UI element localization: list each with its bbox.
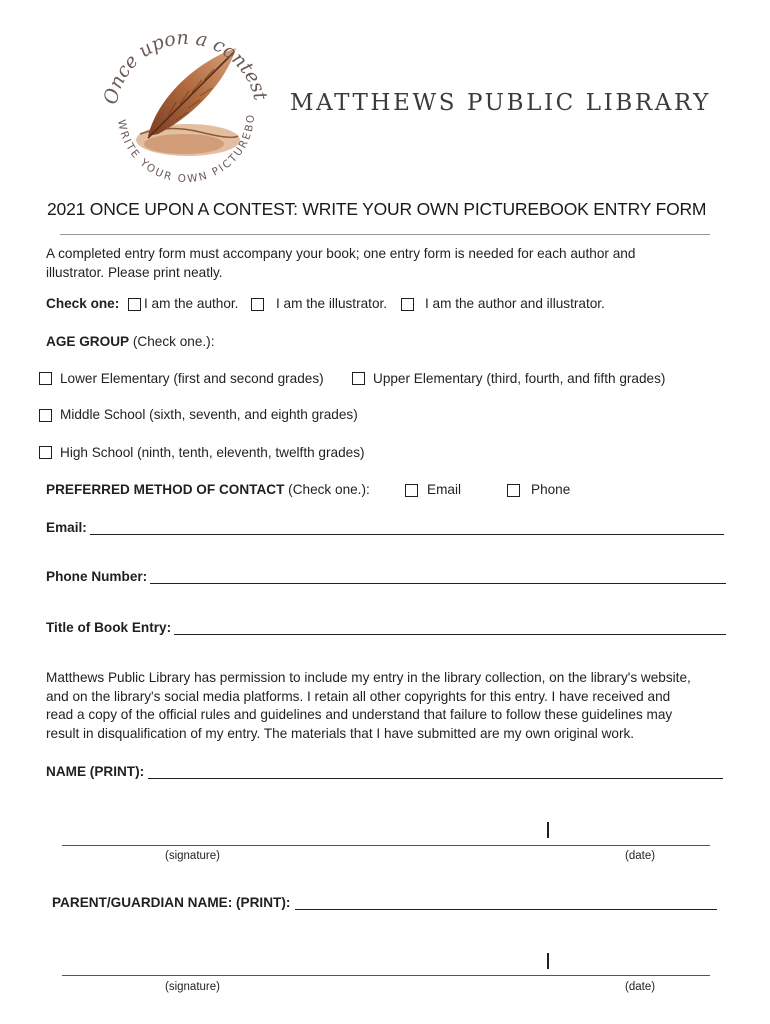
permission-paragraph	[46, 669, 736, 743]
phone-field[interactable]	[150, 583, 726, 584]
author-option-label: I am the author.	[144, 296, 239, 311]
contact-heading	[46, 481, 370, 499]
age-group-hint: (Check one.):	[132, 334, 215, 349]
permission-line-4: result in disqualification of my entry. The materials that I have submitted are my own original work.	[46, 725, 635, 741]
logo-arc-top: Once upon a contest	[99, 26, 272, 107]
guardian-name-field[interactable]	[295, 909, 717, 910]
lower-elementary-label: Lower Elementary (first and second grades)	[60, 371, 324, 386]
lower-elementary-checkbox[interactable]	[39, 372, 52, 385]
intro-line-1: A completed entry form must accompany your book; one entry form is needed for each author and	[46, 246, 636, 261]
high-school-checkbox[interactable]	[39, 446, 52, 459]
contact-label: PREFERRED METHOD OF CONTACT	[46, 482, 285, 497]
form-title: 2021 ONCE UPON A CONTEST: WRITE YOUR OWN PICTUREBOOK ENTRY FORM	[47, 199, 707, 219]
book-title-field[interactable]	[174, 634, 726, 635]
high-school-label: High School (ninth, tenth, eleventh, twelfth grades)	[60, 445, 365, 460]
age-group-heading	[46, 333, 214, 351]
upper-elementary-label: Upper Elementary (third, fourth, and fifth grades)	[373, 371, 666, 386]
middle-school-label: Middle School (sixth, seventh, and eighth grades)	[60, 407, 358, 422]
date-caption: (date)	[625, 850, 656, 862]
contact-email-checkbox[interactable]	[405, 484, 418, 497]
logo-arc-bottom: WRITE YOUR OWN PICTUREBO	[115, 112, 258, 186]
contact-hint: (Check one.):	[288, 482, 370, 497]
name-print-field[interactable]	[148, 778, 723, 779]
author-illustrator-option-label: I am the author and illustrator.	[425, 296, 605, 311]
guardian-signature-field[interactable]	[62, 975, 710, 976]
email-field[interactable]	[90, 534, 724, 535]
title-divider	[60, 234, 710, 235]
signature-date-divider	[547, 822, 549, 838]
contact-phone-checkbox[interactable]	[507, 484, 520, 497]
guardian-date-caption: (date)	[625, 981, 656, 993]
phone-field-label: Phone Number:	[46, 569, 148, 584]
name-print-label: NAME (PRINT):	[46, 764, 145, 779]
intro-line-2: illustrator. Please print neatly.	[46, 265, 223, 280]
middle-school-checkbox[interactable]	[39, 409, 52, 422]
author-illustrator-checkbox[interactable]	[401, 298, 414, 311]
check-one-label: Check one:	[46, 296, 120, 311]
contest-logo	[88, 16, 278, 191]
signature-field[interactable]	[62, 845, 710, 846]
illustrator-checkbox[interactable]	[251, 298, 264, 311]
email-field-label: Email:	[46, 520, 87, 535]
author-checkbox[interactable]	[128, 298, 141, 311]
signature-caption: (signature)	[165, 850, 220, 862]
upper-elementary-checkbox[interactable]	[352, 372, 365, 385]
permission-line-1: Matthews Public Library has permission to include my entry in the library collection, on the library's website,	[46, 670, 691, 685]
guardian-signature-date-divider	[547, 953, 549, 969]
permission-line-3: read a copy of the official rules and guidelines and understand that failure to follow these guidelines may	[46, 707, 673, 723]
contact-email-label: Email	[427, 482, 461, 497]
book-title-field-label: Title of Book Entry:	[46, 620, 172, 635]
contact-phone-label: Phone	[531, 482, 571, 497]
permission-line-2: and on the library's social media platforms. I retain all other copyrights for this entry. I have received and	[46, 688, 671, 704]
illustrator-option-label: I am the illustrator.	[276, 296, 388, 311]
guardian-name-label: PARENT/GUARDIAN NAME: (PRINT):	[52, 895, 291, 910]
age-group-label: AGE GROUP	[46, 334, 130, 349]
guardian-signature-caption: (signature)	[165, 981, 220, 993]
library-name: MATTHEWS PUBLIC LIBRARY	[290, 90, 711, 116]
